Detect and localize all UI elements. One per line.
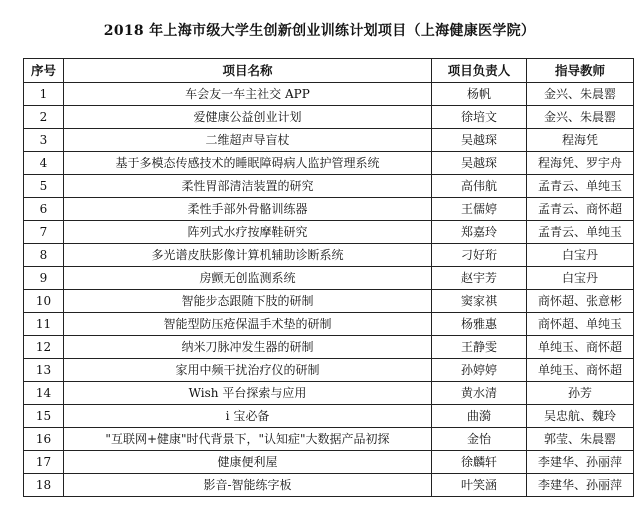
cell-number: 14 — [24, 382, 64, 405]
cell-project-name: 车会友一车主社交 APP — [64, 83, 432, 106]
table-row — [24, 313, 634, 336]
table-row — [24, 382, 634, 405]
cell-number: 15 — [24, 405, 64, 428]
table-row — [24, 405, 634, 428]
cell-project-name: 柔性胃部清洁装置的研究 — [64, 175, 432, 198]
table-header-row — [24, 59, 634, 83]
cell-advisor: 白宝丹 — [527, 267, 634, 290]
cell-number: 3 — [24, 129, 64, 152]
cell-project-leader: 高伟航 — [432, 175, 527, 198]
table-row — [24, 221, 634, 244]
cell-project-name: "互联网+健康"时代背景下，"认知症"大数据产品初探 — [64, 428, 432, 451]
cell-advisor: 郭莹、朱晨罂 — [527, 428, 634, 451]
cell-project-leader: 窦家祺 — [432, 290, 527, 313]
cell-number: 10 — [24, 290, 64, 313]
cell-advisor: 金兴、朱晨罂 — [527, 83, 634, 106]
cell-project-leader: 刁好珩 — [432, 244, 527, 267]
table-row — [24, 83, 634, 106]
cell-project-name: 柔性手部外骨骼训练器 — [64, 198, 432, 221]
cell-project-name: Wish 平台探索与应用 — [64, 382, 432, 405]
cell-advisor: 程海凭、罗宇舟 — [527, 152, 634, 175]
cell-project-name: 二维超声导盲杖 — [64, 129, 432, 152]
cell-advisor: 孟青云、单纯玉 — [527, 175, 634, 198]
cell-project-leader: 孙婷婷 — [432, 359, 527, 382]
cell-number: 4 — [24, 152, 64, 175]
cell-advisor: 白宝丹 — [527, 244, 634, 267]
cell-project-name: 爱健康公益创业计划 — [64, 106, 432, 129]
cell-number: 9 — [24, 267, 64, 290]
cell-advisor: 孟青云、商怀超 — [527, 198, 634, 221]
cell-project-leader: 叶笑涵 — [432, 474, 527, 497]
cell-number: 13 — [24, 359, 64, 382]
cell-number: 17 — [24, 451, 64, 474]
cell-number: 1 — [24, 83, 64, 106]
header-number: 序号 — [24, 59, 64, 83]
cell-advisor: 商怀超、单纯玉 — [527, 313, 634, 336]
cell-advisor: 吴忠航、魏玲 — [527, 405, 634, 428]
table-row — [24, 152, 634, 175]
cell-number: 5 — [24, 175, 64, 198]
cell-number: 7 — [24, 221, 64, 244]
cell-project-name: 智能型防压疮保温手术垫的研制 — [64, 313, 432, 336]
header-project-leader: 项目负责人 — [432, 59, 527, 83]
cell-project-leader: 金怡 — [432, 428, 527, 451]
table-row — [24, 451, 634, 474]
cell-advisor: 程海凭 — [527, 129, 634, 152]
cell-project-leader: 吴越琛 — [432, 152, 527, 175]
cell-project-leader: 曲漪 — [432, 405, 527, 428]
projects-table — [23, 58, 634, 497]
table-row — [24, 290, 634, 313]
cell-advisor: 商怀超、张意彬 — [527, 290, 634, 313]
table-row — [24, 129, 634, 152]
cell-project-leader: 郑嘉玲 — [432, 221, 527, 244]
cell-number: 6 — [24, 198, 64, 221]
header-project-name: 项目名称 — [64, 59, 432, 83]
table-row — [24, 428, 634, 451]
cell-project-leader: 王儒婷 — [432, 198, 527, 221]
cell-project-leader: 赵宇芳 — [432, 267, 527, 290]
cell-project-name: 健康便利屋 — [64, 451, 432, 474]
cell-advisor: 李建华、孙丽萍 — [527, 474, 634, 497]
cell-advisor: 单纯玉、商怀超 — [527, 359, 634, 382]
cell-project-name: 家用中频干扰治疗仪的研制 — [64, 359, 432, 382]
table-body — [24, 83, 634, 497]
cell-project-leader: 吴越琛 — [432, 129, 527, 152]
cell-project-leader: 王静雯 — [432, 336, 527, 359]
cell-number: 12 — [24, 336, 64, 359]
cell-project-name: 纳米刀脉冲发生器的研制 — [64, 336, 432, 359]
cell-advisor: 李建华、孙丽萍 — [527, 451, 634, 474]
document-title: 2018 年上海市级大学生创新创业训练计划项目（上海健康医学院） — [103, 23, 536, 39]
cell-project-name: 房颤无创监测系统 — [64, 267, 432, 290]
cell-project-name: 阵列式水疗按摩鞋研究 — [64, 221, 432, 244]
cell-project-leader: 徐培文 — [432, 106, 527, 129]
table-row — [24, 198, 634, 221]
table-row — [24, 106, 634, 129]
table-row — [24, 336, 634, 359]
table-row — [24, 267, 634, 290]
cell-project-name: i 宝必备 — [64, 405, 432, 428]
cell-advisor: 孟青云、单纯玉 — [527, 221, 634, 244]
cell-project-leader: 徐麟轩 — [432, 451, 527, 474]
cell-project-leader: 杨雅惠 — [432, 313, 527, 336]
cell-advisor: 金兴、朱晨罂 — [527, 106, 634, 129]
cell-project-name: 多光谱皮肤影像计算机辅助诊断系统 — [64, 244, 432, 267]
cell-number: 18 — [24, 474, 64, 497]
cell-advisor: 孙芳 — [527, 382, 634, 405]
table-row — [24, 359, 634, 382]
table-row — [24, 474, 634, 497]
cell-number: 11 — [24, 313, 64, 336]
cell-advisor: 单纯玉、商怀超 — [527, 336, 634, 359]
cell-project-name: 影音-智能练字板 — [64, 474, 432, 497]
cell-project-leader: 黄水清 — [432, 382, 527, 405]
cell-number: 16 — [24, 428, 64, 451]
table-row — [24, 244, 634, 267]
cell-project-name: 基于多模态传感技术的睡眠障碍病人监护管理系统 — [64, 152, 432, 175]
cell-project-leader: 杨帆 — [432, 83, 527, 106]
cell-number: 8 — [24, 244, 64, 267]
cell-number: 2 — [24, 106, 64, 129]
header-advisor: 指导教师 — [527, 59, 634, 83]
table-row — [24, 175, 634, 198]
cell-project-name: 智能步态跟随下肢的研制 — [64, 290, 432, 313]
